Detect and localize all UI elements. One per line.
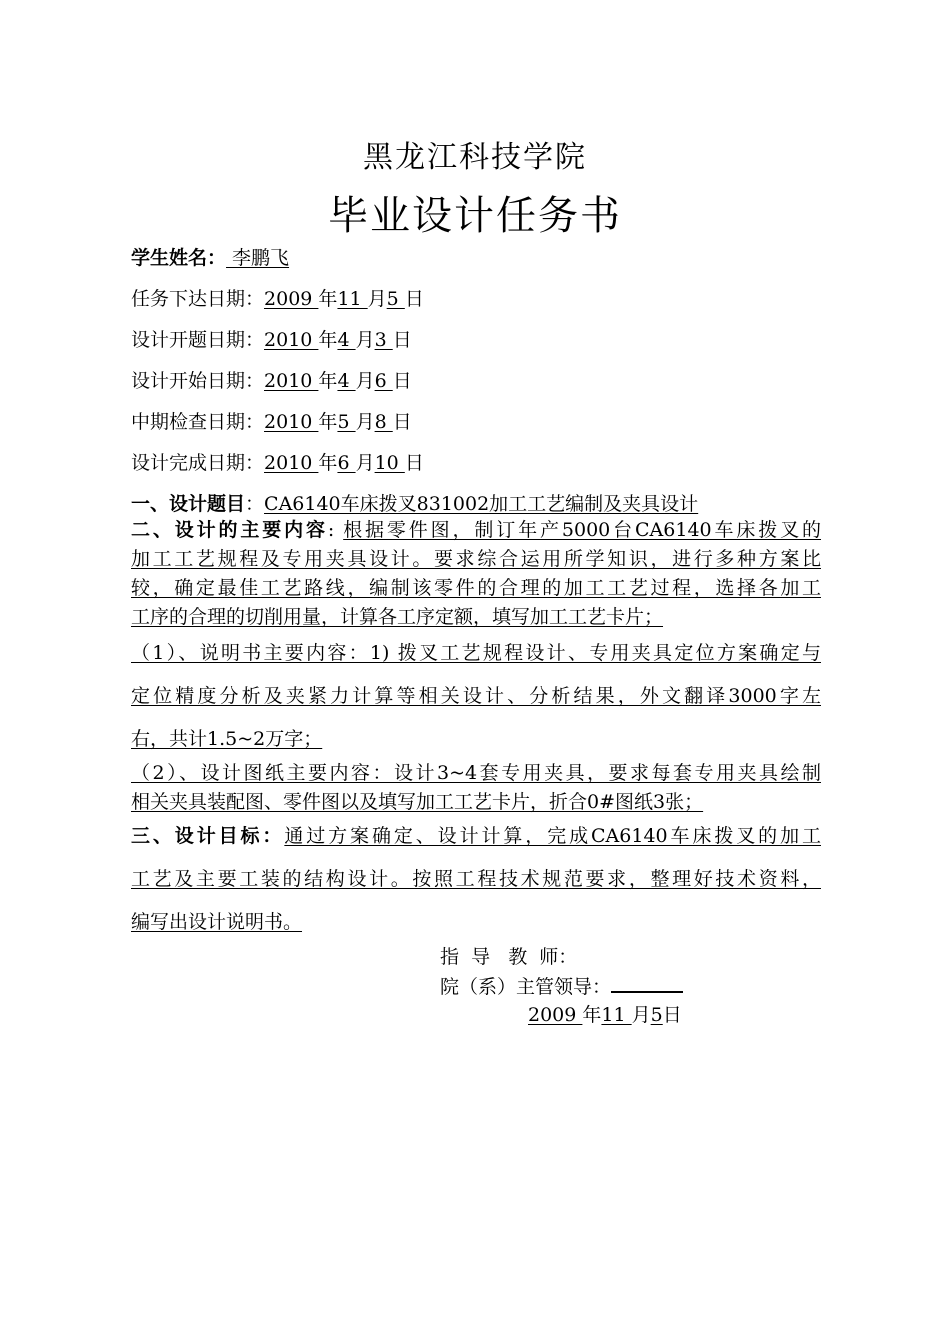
date-row-complete (131, 448, 424, 475)
manual-content-line: 定位精度分析及夹紧力计算等相关设计、分析结果，外文翻译3000字左 (131, 685, 821, 707)
main-content-line (131, 516, 821, 545)
day-unit: 日 (392, 329, 412, 351)
date-month: 4 (337, 370, 356, 392)
day-unit: 日 (392, 370, 412, 392)
leader-signature-label: 院（系）主管领导： (440, 976, 612, 998)
year-unit: 年 (318, 370, 338, 392)
month-unit: 月 (631, 1004, 651, 1026)
date-year: 2010 (264, 329, 319, 351)
date-day: 6 (374, 370, 393, 392)
month-unit: 月 (355, 370, 375, 392)
date-month: 4 (337, 329, 356, 351)
date-row-proposal (131, 325, 412, 352)
manual-content-line: 右，共计1.5~2万字； (131, 728, 323, 750)
design-topic-row (131, 489, 698, 516)
date-row-start (131, 366, 412, 393)
school-name: 黑龙江科技学院 (363, 140, 587, 175)
main-content-text: 根据零件图，制订年产5000台CA6140车床拨叉的 (343, 519, 821, 541)
main-content-line: 加工工艺规程及专用夹具设计。要求综合运用所学知识，进行多种方案比 (131, 548, 821, 570)
date-year: 2010 (264, 411, 319, 433)
month-unit: 月 (355, 411, 375, 433)
signature-day: 5 (650, 1004, 663, 1026)
manual-content-line: （1）、说明书主要内容：1) 拨叉工艺规程设计、专用夹具定位方案确定与 (131, 642, 821, 664)
design-goal-line: 工艺及主要工装的结构设计。按照工程技术规范要求，整理好技术资料， (131, 868, 821, 890)
day-unit: 日 (662, 1004, 682, 1026)
year-unit: 年 (582, 1004, 602, 1026)
student-name-label: 学生姓名： (131, 247, 227, 269)
month-unit: 月 (355, 329, 375, 351)
month-unit: 月 (367, 288, 387, 310)
date-day: 5 (386, 288, 405, 310)
year-unit: 年 (318, 329, 338, 351)
date-year: 2010 (264, 452, 319, 474)
date-day: 3 (374, 329, 393, 351)
year-unit: 年 (318, 411, 338, 433)
leader-signature-blank (611, 973, 683, 993)
date-day: 8 (374, 411, 393, 433)
date-label: 设计完成日期： (131, 452, 265, 474)
advisor-signature-label: 指 导 教 师： (440, 946, 578, 968)
date-label: 设计开始日期： (131, 370, 265, 392)
date-month: 6 (337, 452, 356, 474)
day-unit: 日 (392, 411, 412, 433)
date-label: 任务下达日期： (131, 288, 265, 310)
design-goal-section (131, 815, 821, 944)
year-unit: 年 (318, 288, 338, 310)
student-name-value: 李鹏飞 (226, 247, 290, 269)
main-content-section (131, 516, 821, 632)
month-unit: 月 (355, 452, 375, 474)
signature-month: 11 (601, 1004, 632, 1026)
date-label: 设计开题日期： (131, 329, 265, 351)
date-year: 2010 (264, 370, 319, 392)
document-title: 毕业设计任务书 (328, 193, 622, 239)
main-content-line: 工序的合理的切削用量，计算各工序定额，填写加工工艺卡片； (131, 606, 664, 628)
drawings-content-line: （2）、设计图纸主要内容：设计3~4套专用夹具，要求每套专用夹具绘制 (131, 762, 821, 784)
signature-date-row (528, 1000, 682, 1027)
signature-year: 2009 (528, 1004, 583, 1026)
main-content-line: 较，确定最佳工艺路线，编制该零件的合理的加工工艺过程，选择各加工 (131, 577, 821, 599)
date-row-midterm (131, 407, 412, 434)
drawings-content-section (131, 759, 821, 817)
date-label: 中期检查日期： (131, 411, 265, 433)
date-month: 5 (337, 411, 356, 433)
manual-content-section (131, 632, 821, 761)
main-content-colon: : (327, 519, 344, 541)
design-goal-line: 编写出设计说明书。 (131, 911, 303, 933)
date-month: 11 (337, 288, 368, 310)
main-content-label: 二、设计的主要内容 (131, 519, 328, 541)
date-row-issue (131, 284, 424, 311)
day-unit: 日 (404, 288, 424, 310)
design-topic-label: 一、设计题目 (131, 493, 246, 515)
date-year: 2009 (264, 288, 319, 310)
design-topic-colon: ： (245, 493, 265, 515)
day-unit: 日 (404, 452, 424, 474)
design-goal-line (131, 815, 821, 858)
student-name-row (131, 243, 295, 270)
design-goal-text: 通过方案确定、设计计算，完成CA6140车床拨叉的加工 (284, 825, 821, 847)
drawings-content-line: 相关夹具装配图、零件图以及填写加工工艺卡片，折合0#图纸3张； (131, 791, 704, 813)
design-goal-label: 三、设计目标： (131, 825, 285, 847)
leader-signature-row (440, 972, 683, 999)
date-day: 10 (374, 452, 405, 474)
design-topic-value: CA6140车床拨叉831002加工工艺编制及夹具设计 (264, 493, 699, 515)
year-unit: 年 (318, 452, 338, 474)
